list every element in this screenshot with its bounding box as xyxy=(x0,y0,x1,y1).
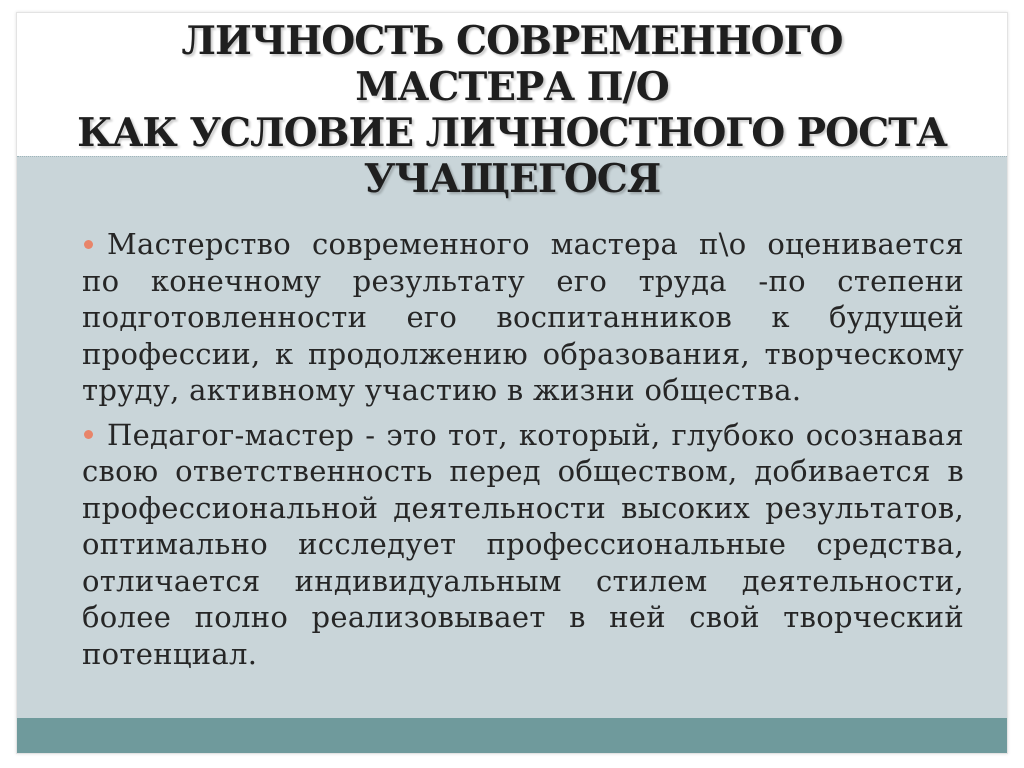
bullet-text-1: Мастерство современного мастера п\о оценивается по конечному результату его труда -по степени подготовленности его воспитанников к будущей профессии, к продолжению образования, творческому труду, активному участию в жизни общества. xyxy=(82,227,964,407)
bullet-item-2 xyxy=(82,417,964,673)
slide-title xyxy=(0,18,1024,202)
title-line-2: МАСТЕРА П/О xyxy=(355,64,669,110)
title-line-1: ЛИЧНОСТЬ СОВРЕМЕННОГО xyxy=(181,18,843,64)
bottom-accent-band xyxy=(17,718,1007,753)
bullet-text-2: Педагог-мастер - это тот, который, глубоко осознавая свою ответственность перед обществом, добивается в профессиональной деятельности высоких результатов, оптимально исследует профессиональные средства, отличается индивидуальным стилем деятельности, более полно реализовывает в ней свой творческий потенциал. xyxy=(82,417,964,671)
bullet-dot-icon xyxy=(84,240,93,249)
bullet-item-1 xyxy=(82,226,964,409)
title-line-3: КАК УСЛОВИЕ ЛИЧНОСТНОГО РОСТА xyxy=(77,110,947,156)
bullet-list xyxy=(82,226,964,680)
title-line-4: УЧАЩЕГОСЯ xyxy=(363,156,661,202)
bullet-dot-icon xyxy=(84,430,93,439)
